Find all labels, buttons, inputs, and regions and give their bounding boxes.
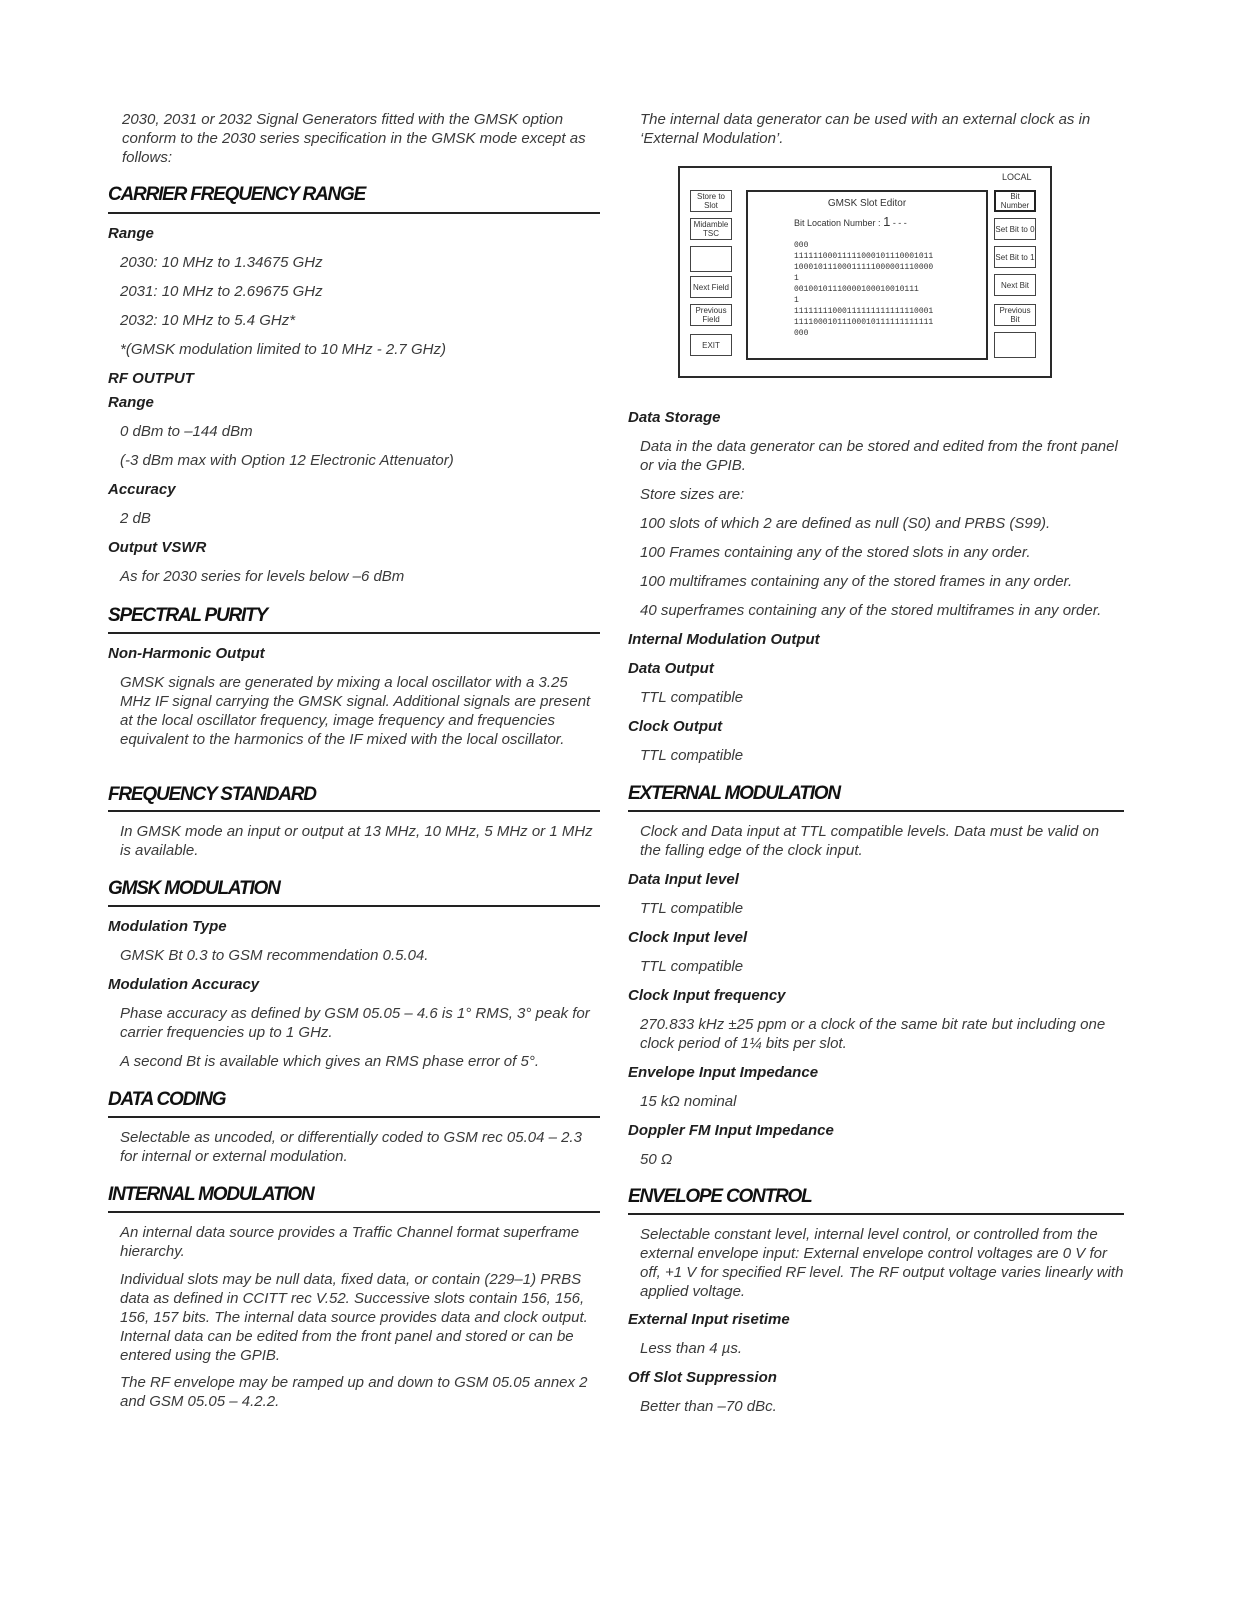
- store-to-slot-key[interactable]: Store to Slot: [690, 190, 732, 212]
- bit-location-row: [794, 214, 907, 229]
- section-rule: [108, 1116, 600, 1118]
- external-input-risetime-label: External Input risetime: [628, 1311, 790, 1328]
- envelope-control-heading: ENVELOPE CONTROL: [628, 1186, 812, 1207]
- midamble-tsc-key[interactable]: Midamble TSC: [690, 218, 732, 240]
- clock-input-level-label: Clock Input level: [628, 929, 748, 946]
- data-output-value: TTL compatible: [640, 689, 744, 706]
- envelope-input-impedance-value: 15 kΩ nominal: [640, 1093, 737, 1110]
- range-2030: 2030: 10 MHz to 1.34675 GHz: [120, 254, 323, 271]
- clock-input-level-value: TTL compatible: [640, 958, 744, 975]
- range-2031: 2031: 10 MHz to 2.69675 GHz: [120, 283, 323, 300]
- spectral-purity-heading: SPECTRAL PURITY: [108, 605, 268, 626]
- rf-range-note: (-3 dBm max with Option 12 Electronic Attenuator): [120, 452, 454, 469]
- internal-modulation-text-2: Individual slots may be null data, fixed data, or contain (229–1) PRBS data as defined in CCITT rec V.52. Successive slots contain 156, 156, 156, 157 bits. The internal data source provides data and clock output. Internal data can be edited from the front panel and stored or can be entered using the GPIB.: [120, 1271, 588, 1364]
- store-size-superframes: 40 superframes containing any of the stored multiframes in any order.: [640, 602, 1102, 619]
- section-rule: [108, 1211, 600, 1213]
- modulation-accuracy-label: Modulation Accuracy: [108, 976, 260, 993]
- range-note: *(GMSK modulation limited to 10 MHz - 2.7 GHz): [120, 341, 446, 358]
- data-input-level-value: TTL compatible: [640, 900, 744, 917]
- store-size-slots: 100 slots of which 2 are defined as null (S0) and PRBS (S99).: [640, 515, 1051, 532]
- internal-modulation-heading: INTERNAL MODULATION: [108, 1184, 314, 1205]
- internal-modulation-text-3: The RF envelope may be ramped up and down to GSM 05.05 annex 2 and GSM 05.05 – 4.2.2.: [120, 1374, 588, 1410]
- store-size-frames: 100 Frames containing any of the stored slots in any order.: [640, 544, 1031, 561]
- envelope-control-text: Selectable constant level, internal level control, or controlled from the external envelope input: External envelope control voltages are 0 V for off, +1 V for specified RF level. The RF output voltage varies linearly with applied voltage.: [640, 1226, 1124, 1300]
- bit-pattern: 000 11111100011111000101110001011 10001011100011111000001110000 1 00100101110000100010010111 1 11111111000111111111111110001 11110001011100010111111111111 000: [794, 241, 934, 338]
- store-sizes-label: Store sizes are:: [640, 486, 745, 503]
- bit-number-key[interactable]: Bit Number: [994, 190, 1036, 212]
- data-storage-text: Data in the data generator can be stored and edited from the front panel or via the GPIB.: [640, 438, 1118, 474]
- clock-output-label: Clock Output: [628, 718, 723, 735]
- modulation-type-label: Modulation Type: [108, 918, 227, 935]
- external-modulation-heading: EXTERNAL MODULATION: [628, 783, 840, 804]
- modulation-accuracy-text: Phase accuracy as defined by GSM 05.05 – 4.6 is 1° RMS, 3° peak for carrier frequencies up to 1 GHz.: [120, 1005, 590, 1041]
- frequency-standard-heading: FREQUENCY STANDARD: [108, 784, 316, 805]
- rf-range-value: 0 dBm to –144 dBm: [120, 423, 253, 440]
- second-bt-text: A second Bt is available which gives an RMS phase error of 5°.: [120, 1053, 539, 1070]
- previous-field-key[interactable]: Previous Field: [690, 304, 732, 326]
- blank-right-key[interactable]: [994, 332, 1036, 358]
- section-rule: [108, 212, 600, 214]
- external-input-risetime-value: Less than 4 µs.: [640, 1340, 743, 1357]
- store-size-multiframes: 100 multiframes containing any of the stored frames in any order.: [640, 573, 1073, 590]
- data-coding-text: Selectable as uncoded, or differentially coded to GSM rec 05.04 – 2.3 for internal or external modulation.: [120, 1129, 582, 1165]
- clock-output-value: TTL compatible: [640, 747, 744, 764]
- off-slot-suppression-label: Off Slot Suppression: [628, 1369, 777, 1386]
- section-rule: [108, 810, 600, 812]
- blank-left-key[interactable]: [690, 246, 732, 272]
- previous-bit-key[interactable]: Previous Bit: [994, 304, 1036, 326]
- frequency-standard-text: In GMSK mode an input or output at 13 MHz, 10 MHz, 5 MHz or 1 MHz is available.: [120, 823, 593, 859]
- non-harmonic-text: GMSK signals are generated by mixing a local oscillator with a 3.25 MHz IF signal carrying the GMSK signal. Additional signals are present at the local oscillator frequency, image frequency and frequencies equivalent to the harmonics of the IF mixed with the local oscillator.: [120, 674, 591, 748]
- next-bit-key[interactable]: Next Bit: [994, 274, 1036, 296]
- range-2032: 2032: 10 MHz to 5.4 GHz*: [120, 312, 296, 329]
- doppler-fm-impedance-value: 50 Ω: [640, 1151, 673, 1168]
- bit-location-label: Bit Location Number :: [794, 218, 881, 228]
- accuracy-value: 2 dB: [120, 510, 151, 527]
- non-harmonic-label: Non-Harmonic Output: [108, 645, 265, 662]
- doppler-fm-impedance-label: Doppler FM Input Impedance: [628, 1122, 834, 1139]
- gmsk-modulation-heading: GMSK MODULATION: [108, 878, 280, 899]
- section-rule: [108, 905, 600, 907]
- external-modulation-text: Clock and Data input at TTL compatible levels. Data must be valid on the falling edge of the clock input.: [640, 823, 1100, 859]
- bit-location-value: 1: [883, 214, 891, 229]
- modulation-type-value: GMSK Bt 0.3 to GSM recommendation 0.5.04.: [120, 947, 429, 964]
- gmsk-slot-editor-panel: [678, 166, 1052, 378]
- next-field-key[interactable]: Next Field: [690, 276, 732, 298]
- section-rule: [628, 810, 1124, 812]
- section-rule: [628, 1213, 1124, 1215]
- carrier-range-label: Range: [108, 225, 154, 242]
- rf-range-label: Range: [108, 394, 154, 411]
- right-intro-paragraph: The internal data generator can be used with an external clock as in ‘External Modulation’.: [640, 111, 1091, 147]
- data-input-level-label: Data Input level: [628, 871, 739, 888]
- set-bit-to-1-key[interactable]: Set Bit to 1: [994, 246, 1036, 268]
- bit-location-more: - - -: [892, 218, 907, 228]
- vswr-value: As for 2030 series for levels below –6 dBm: [120, 568, 405, 585]
- data-output-label: Data Output: [628, 660, 714, 677]
- envelope-input-impedance-label: Envelope Input Impedance: [628, 1064, 819, 1081]
- internal-modulation-output-label: Internal Modulation Output: [628, 631, 820, 648]
- exit-key[interactable]: EXIT: [690, 334, 732, 356]
- slot-editor-screen: [746, 190, 988, 360]
- set-bit-to-0-key[interactable]: Set Bit to 0: [994, 218, 1036, 240]
- rf-output-heading: RF OUTPUT: [108, 370, 194, 387]
- accuracy-label: Accuracy: [108, 481, 176, 498]
- local-indicator: LOCAL: [1002, 172, 1032, 182]
- internal-modulation-text-1: An internal data source provides a Traffic Channel format superframe hierarchy.: [120, 1224, 580, 1260]
- off-slot-suppression-value: Better than –70 dBc.: [640, 1398, 777, 1415]
- carrier-frequency-heading: CARRIER FREQUENCY RANGE: [108, 184, 366, 205]
- screen-title: GMSK Slot Editor: [827, 198, 907, 209]
- intro-paragraph: 2030, 2031 or 2032 Signal Generators fitted with the GMSK option conform to the 2030 series specification in the GMSK mode except as follows:: [122, 111, 586, 166]
- data-storage-label: Data Storage: [628, 409, 721, 426]
- vswr-label: Output VSWR: [108, 539, 207, 556]
- clock-input-frequency-value: 270.833 kHz ±25 ppm or a clock of the same bit rate but including one clock period of 1¼ bits per slot.: [640, 1016, 1106, 1052]
- clock-input-frequency-label: Clock Input frequency: [628, 987, 786, 1004]
- section-rule: [108, 632, 600, 634]
- data-coding-heading: DATA CODING: [108, 1089, 226, 1110]
